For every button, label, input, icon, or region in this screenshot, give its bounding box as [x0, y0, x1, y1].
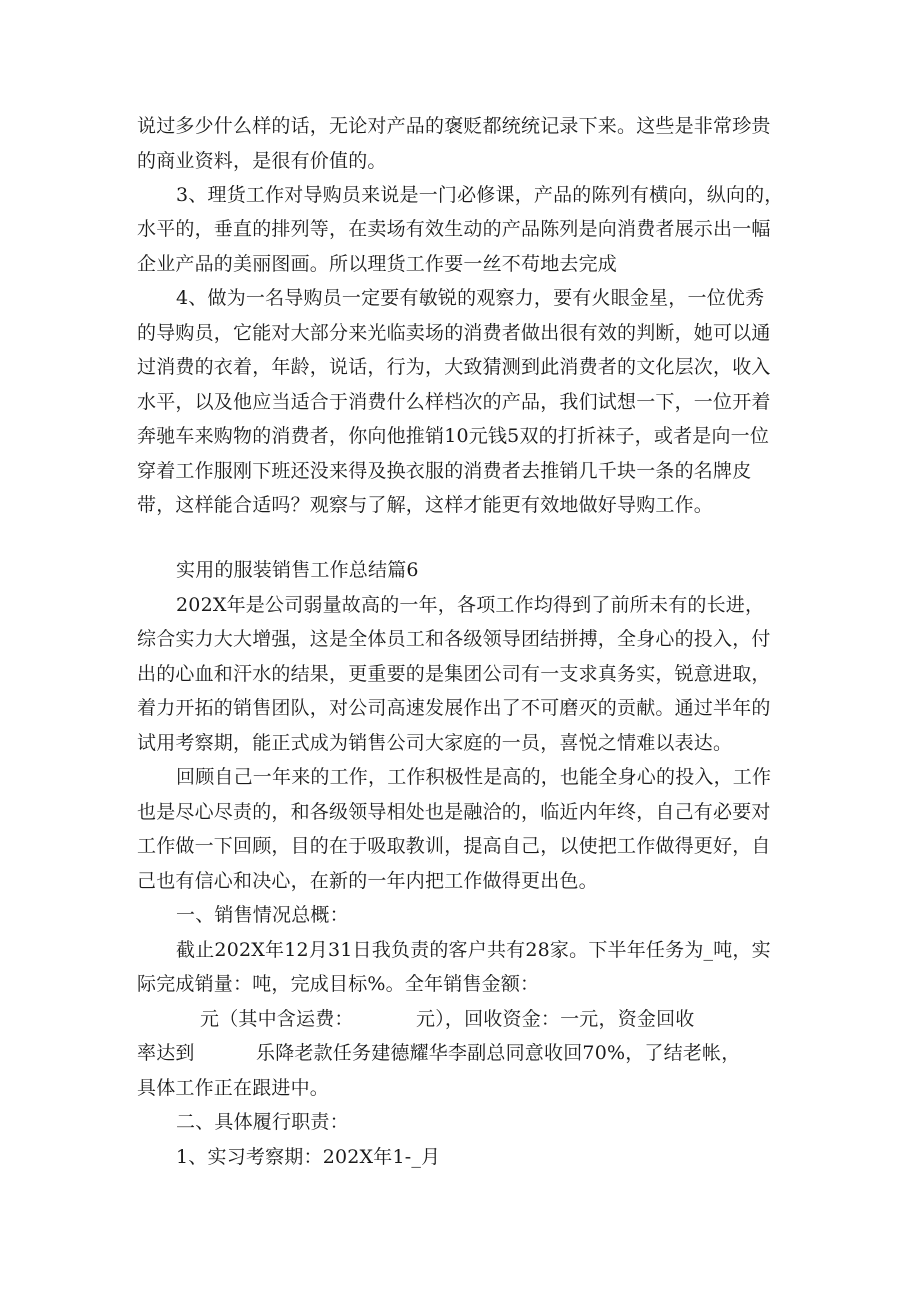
text-line: 截止202X年12月31日我负责的客户共有28家。下半年任务为_吨，实 [176, 939, 771, 961]
section-heading: 二、具体履行职责： [176, 1111, 349, 1133]
text-fragment: 率达到 [137, 1042, 195, 1064]
section-heading: 实用的服装销售工作总结篇6 [176, 559, 419, 581]
text-line: 202X年是公司弱量故高的一年，各项工作均得到了前所未有的长进， [176, 594, 765, 616]
text-line: 水平，以及他应当适合于消费什么样档次的产品，我们试想一下，一位开着 [137, 391, 771, 413]
text-line: 奔驰车来购物的消费者，你向他推销10元钱5双的打折袜子，或者是向一位 [137, 425, 770, 447]
text-line: 1、实习考察期：202X年1-_月 [176, 1146, 441, 1168]
text-line: 企业产品的美丽图画。所以理货工作要一丝不苟地去完成 [137, 253, 618, 275]
text-line: 试用考察期，能正式成为销售公司大家庭的一员，喜悦之情难以表达。 [137, 732, 733, 754]
text-line: 水平的，垂直的排列等，在卖场有效生动的产品陈列是向消费者展示出一幅 [137, 218, 771, 240]
text-line: 的商业资料，是很有价值的。 [137, 150, 387, 172]
text-line: 说过多少什么样的话，无论对产品的褒贬都统统记录下来。这些是非常珍贵 [137, 115, 771, 137]
text-fragment: 乐降老款任务建德耀华李副总同意收回70%，了结老帐， [256, 1042, 741, 1064]
text-line: 具体工作正在跟进中。 [137, 1077, 330, 1099]
text-line: 着力开拓的销售团队，对公司高速发展作出了不可磨灭的贡献。通过半年的 [137, 697, 771, 719]
text-line: 的导购员，它能对大部分来光临卖场的消费者做出很有效的判断，她可以通 [137, 322, 771, 344]
text-line: 综合实力大大增强，这是全体员工和各级领导团结拼搏，全身心的投入，付 [137, 628, 771, 650]
text-line: 回顾自己一年来的工作，工作积极性是高的，也能全身心的投入，工作 [176, 766, 772, 788]
section-heading: 一、销售情况总概： [176, 904, 349, 926]
text-fragment: 元（其中含运费： [200, 1008, 354, 1030]
text-line: 工作做一下回顾，目的在于吸取教训，提高自己，以使把工作做得更好，自 [137, 835, 771, 857]
text-line: 出的心血和汗水的结果，更重要的是集团公司有一支求真务实，锐意进取， [137, 663, 771, 685]
text-fragment: 元），回收资金：一元，资金回收 [416, 1008, 695, 1030]
text-line: 也是尽心尽责的，和各级领导相处也是融洽的，临近内年终，自己有必要对 [137, 801, 771, 823]
text-line: 4、做为一名导购员一定要有敏锐的观察力，要有火眼金星，一位优秀 [176, 287, 765, 309]
text-line: 己也有信心和决心，在新的一年内把工作做得更出色。 [137, 870, 598, 892]
text-line: 际完成销量：吨，完成目标%。全年销售金额： [137, 973, 540, 995]
text-line: 3、理货工作对导购员来说是一门必修课，产品的陈列有横向，纵向的， [176, 184, 784, 206]
text-line: 穿着工作服刚下班还没来得及换衣服的消费者去推销几千块一条的名牌皮 [137, 460, 752, 482]
text-line: 过消费的衣着，年龄，说话，行为，大致猜测到此消费者的文化层次，收入 [137, 356, 771, 378]
text-line: 带，这样能合适吗？观察与了解，这样才能更有效地做好导购工作。 [137, 494, 714, 516]
